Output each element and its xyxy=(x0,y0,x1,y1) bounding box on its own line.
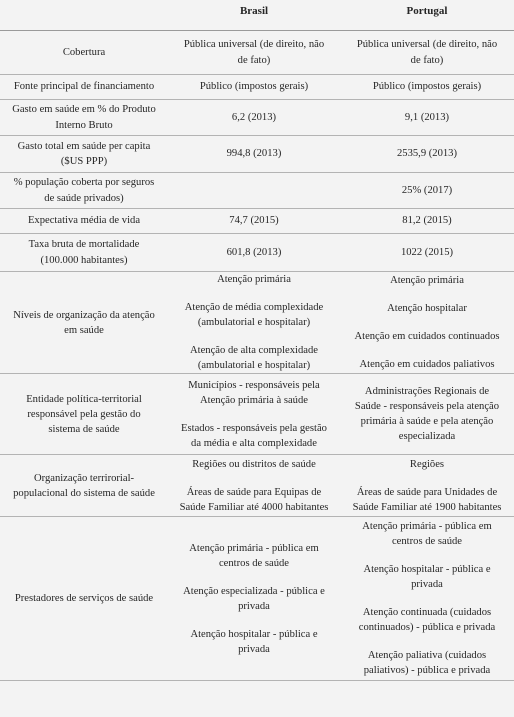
portugal-cell xyxy=(340,455,514,517)
brasil-cell xyxy=(168,374,340,455)
portugal-cell-text: Atenção hospitalar xyxy=(387,303,467,315)
portugal-cell-text: Regiões xyxy=(409,458,445,470)
row-label: Taxa bruta de mortalidade (100.000 habitantes) xyxy=(28,239,140,266)
brasil-cell-content xyxy=(172,213,336,228)
row-label-cell xyxy=(0,234,168,272)
portugal-cell-text: Atenção paliativa (cuidados paliativos) - pública e privada xyxy=(363,650,491,677)
portugal-cell-content xyxy=(344,37,510,67)
portugal-cell xyxy=(340,234,514,272)
portugal-cell-text: Público (impostos gerais) xyxy=(372,81,482,93)
brasil-cell xyxy=(168,272,340,374)
row-label: Prestadores de serviços de saúde xyxy=(14,593,154,605)
brasil-cell-text: Atenção especializada - pública e privada xyxy=(183,585,325,612)
table-row xyxy=(0,136,514,173)
row-label: Organização terrirorial- populacional do sistema de saúde xyxy=(13,472,155,499)
portugal-cell-text: Pública universal (de direito, não de fato) xyxy=(356,39,498,66)
table-row xyxy=(0,100,514,136)
row-label-cell xyxy=(0,173,168,209)
brasil-cell xyxy=(168,234,340,272)
brasil-cell xyxy=(168,173,340,209)
portugal-cell xyxy=(340,209,514,234)
brasil-cell-content xyxy=(172,245,336,260)
brasil-cell-content xyxy=(172,457,336,515)
row-label: Níveis de organização da atenção em saúde xyxy=(13,309,155,336)
brasil-cell-text: Pública universal (de direito, não de fato) xyxy=(183,39,325,66)
brasil-cell xyxy=(168,136,340,173)
portugal-cell-text: 9,1 (2013) xyxy=(404,111,450,123)
portugal-cell-content xyxy=(344,79,510,94)
portugal-cell-text: Áreas de saúde para Unidades de Saúde Familiar até 1900 habitantes xyxy=(352,486,502,513)
brasil-cell xyxy=(168,209,340,234)
row-label-cell xyxy=(0,100,168,136)
brasil-cell-content xyxy=(172,378,336,451)
portugal-cell-text: Administrações Regionais de Saúde - responsáveis pela atenção primária à saúde e pela atenção especializada xyxy=(354,386,500,443)
brasil-cell xyxy=(168,517,340,681)
brasil-cell-text: Atenção primária xyxy=(217,274,291,285)
header-empty-cell xyxy=(0,0,168,31)
portugal-cell-text: Atenção primária - pública em centros de saúde xyxy=(362,521,492,548)
portugal-cell-text: Atenção continuada (cuidados continuados) - pública e privada xyxy=(358,607,496,634)
row-label-cell xyxy=(0,517,168,681)
row-label: Gasto total em saúde per capita ($US PPP) xyxy=(17,140,151,167)
row-label-cell xyxy=(0,136,168,173)
brasil-cell-content xyxy=(172,79,336,94)
brasil-cell-text: Áreas de saúde para Equipas de Saúde Familiar até 4000 habitantes xyxy=(179,486,329,513)
brasil-cell-text: 6,2 (2013) xyxy=(231,111,277,123)
brasil-cell xyxy=(168,100,340,136)
brasil-cell xyxy=(168,31,340,75)
brasil-cell-text: 994,8 (2013) xyxy=(226,148,282,160)
brasil-cell-text: Atenção primária - pública em centros de saúde xyxy=(189,542,319,569)
brasil-cell-text: Atenção de alta complexidade (ambulatorial e hospitalar) xyxy=(190,345,318,372)
row-label-cell xyxy=(0,455,168,517)
header-portugal: Portugal xyxy=(340,0,514,31)
row-label: Fonte principal de financiamento xyxy=(13,81,155,93)
brasil-cell-content xyxy=(172,541,336,657)
table-row xyxy=(0,31,514,75)
portugal-cell-content xyxy=(344,146,510,161)
table-row xyxy=(0,455,514,517)
brasil-cell-text: 74,7 (2015) xyxy=(229,215,279,227)
table-row xyxy=(0,173,514,209)
portugal-cell-content xyxy=(344,110,510,125)
portugal-cell-content xyxy=(344,213,510,228)
row-label: Entidade política-territorial responsável pela gestão do sistema de saúde xyxy=(26,393,142,435)
row-label: Cobertura xyxy=(62,46,106,58)
portugal-cell xyxy=(340,136,514,173)
portugal-cell xyxy=(340,173,514,209)
portugal-cell xyxy=(340,31,514,75)
portugal-cell-text: Atenção em cuidados continuados xyxy=(354,331,500,343)
portugal-cell-text: 2535,9 (2013) xyxy=(396,148,458,160)
row-label-cell xyxy=(0,272,168,374)
row-label-cell xyxy=(0,31,168,75)
row-label-cell xyxy=(0,75,168,100)
portugal-cell xyxy=(340,75,514,100)
portugal-cell-text: Atenção em cuidados paliativos xyxy=(359,359,495,371)
brasil-cell-text: Municípios - responsáveis pela Atenção primária à saúde xyxy=(188,379,320,406)
brasil-cell-text: Atenção de média complexidade (ambulatorial e hospitalar) xyxy=(184,302,324,329)
table-body xyxy=(0,31,514,681)
brasil-cell-content xyxy=(172,146,336,161)
brasil-cell xyxy=(168,75,340,100)
brasil-cell-content xyxy=(172,272,336,373)
brasil-cell-content xyxy=(172,110,336,125)
row-label: % população coberta por seguros de saúde privados) xyxy=(13,177,155,204)
table-row xyxy=(0,517,514,681)
portugal-cell-content xyxy=(344,273,510,372)
table-row xyxy=(0,272,514,374)
row-label: Expectativa média de vida xyxy=(27,215,141,227)
row-label: Gasto em saúde em % do Produto Interno Bruto xyxy=(12,104,156,131)
brasil-cell-text: Estados - responsáveis pela gestão da média e alta complexidade xyxy=(181,422,327,449)
row-label-cell xyxy=(0,209,168,234)
portugal-cell-content xyxy=(344,245,510,260)
portugal-cell-text: 25% (2017) xyxy=(401,184,453,196)
header-brasil: Brasil xyxy=(168,0,340,31)
portugal-cell-text: 1022 (2015) xyxy=(400,246,454,258)
portugal-cell xyxy=(340,517,514,681)
brasil-cell xyxy=(168,455,340,517)
brasil-cell-content xyxy=(172,37,336,67)
row-label-cell xyxy=(0,374,168,455)
portugal-cell xyxy=(340,100,514,136)
portugal-cell-content xyxy=(344,519,510,678)
portugal-cell xyxy=(340,374,514,455)
brasil-cell-text: Atenção hospitalar - pública e privada xyxy=(190,628,318,655)
portugal-cell-text: Atenção primária xyxy=(390,275,464,287)
table-row xyxy=(0,75,514,100)
portugal-cell-text: Atenção hospitalar - pública e privada xyxy=(363,564,491,591)
table-row xyxy=(0,209,514,234)
portugal-cell-content xyxy=(344,384,510,444)
brasil-cell-text: Regiões ou distritos de saúde xyxy=(192,458,316,470)
table-header-row xyxy=(0,0,514,31)
brasil-cell-text: Público (impostos gerais) xyxy=(199,81,309,93)
brasil-cell-text: 601,8 (2013) xyxy=(226,246,282,258)
portugal-cell-text: 81,2 (2015) xyxy=(402,215,452,227)
table-row xyxy=(0,234,514,272)
portugal-cell-content xyxy=(344,457,510,515)
table-row xyxy=(0,374,514,455)
portugal-cell xyxy=(340,272,514,374)
portugal-cell-content xyxy=(344,183,510,198)
